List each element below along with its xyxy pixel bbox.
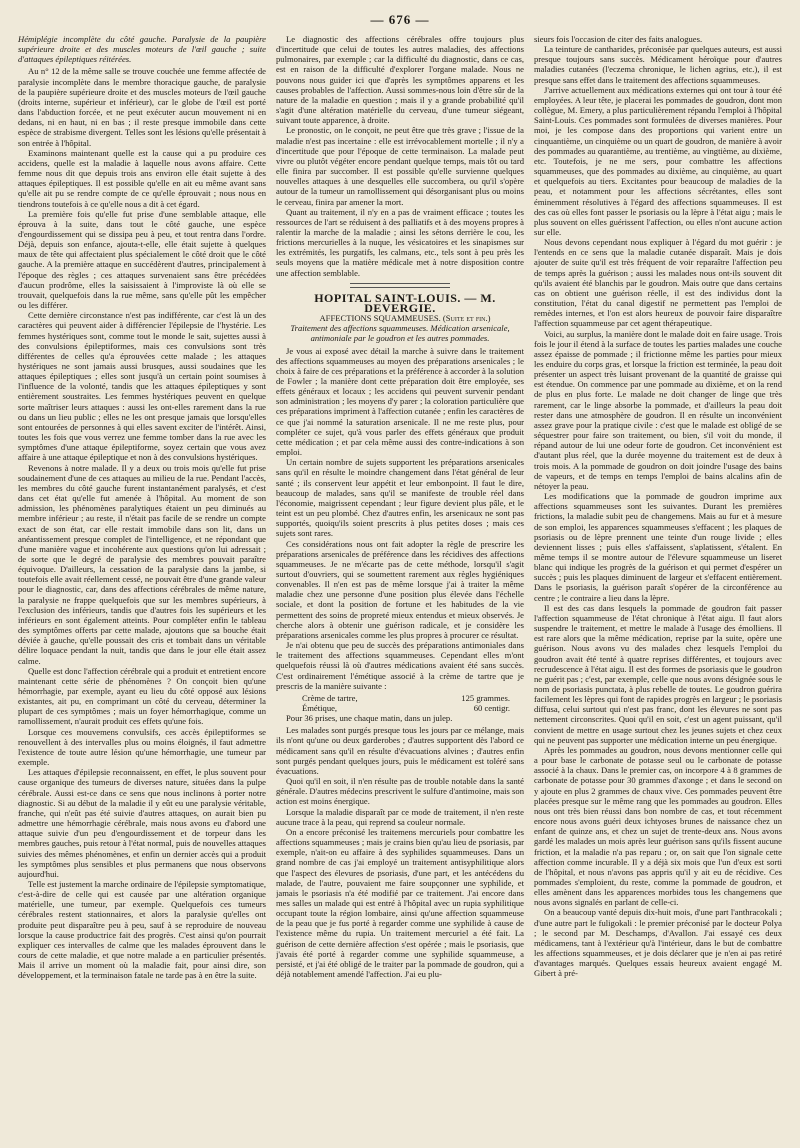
text-columns bbox=[18, 34, 782, 1146]
recipe-line bbox=[276, 693, 524, 703]
column-2-bottom bbox=[276, 725, 524, 979]
paragraph: Je vous ai exposé avec détail la marche à suivre dans le traitement des affections squammeuses au moyen des préparations arsenicales ; le choix à faire de ces préparations et la préférence à accorder à la solution de Fowler ; la manière dont cette préparation doit être employée, ses effets généraux et locaux ; les accidens qui peuvent survenir pendant son administration ; les moyens d'y parer ; la coloration particulière que ces préparations impriment à l'affection cutanée ; enfin les caractères de ce que j'ai nommé la saturation arsenicale. Il ne me reste plus, pour compléter ce sujet, qu'à vous parler des effets généraux que produit cette médication ; et par cela même aussi des contre-indications à son emploi. bbox=[276, 345, 524, 458]
column-1-body bbox=[18, 66, 266, 980]
paragraph: Il est des cas dans lesquels la pommade de goudron fait passer l'affection squammeuse de l'état chronique à l'état aigu. Il faut alors suspendre le traitement, et mettre le malade à l'usage des émolliens. Il est rare alors que la même médication, reprise par la suite, opère une guérison. Nous avons vu des malades chez lesquels l'emploi du goudron avait été tenté à quatre reprises différentes, et toujours avec recrudescence à l'état aigu. Il est des formes de psoriasis que le goudron ne guérit pas ; c'est, par exemple, celle que nous avons désignée sous le nom de psoriasis punctata, à plus rebelle de toutes. Le goudron guérira facilement les lèpres qui font de rapides progrès en largeur ; le psoriasis diffusa, celui surtout qui n'est pas franc, dont les élevures ne sont pas nettement circonscrites. Quoi qu'il en soit, c'est un agent puissant, qu'il convient de mettre en usage surtout chez les jeunes sujets et chez ceux qui ne peuvent pas supporter une médication interne un peu énergique. bbox=[534, 602, 782, 745]
paragraph: Les malades sont purgés presque tous les jours par ce mélange, mais ils n'ont qu'une ou deux garderobes ; d'autres supportent dès l'abord ce médicament sans qu'il en résulte d'évacuations alvines ; d'autres enfin sont purgés pendant quelques jours, puis le médicament est toléré sans évacuations. bbox=[276, 725, 524, 776]
paragraph: Au n° 12 de la même salle se trouve couchée une femme affectée de paralysie incomplète dans le membre thoracique gauche, de paralysie de la paupière supérieure droite et des muscles moteurs de l'œil gauche (droits interne, supérieur et inférieur), car le globe de l'œil est porté dans l'abduction forcée, et ne peut exécuter aucun mouvement ni en dedans, ni en haut, ni en bas ; il reste presque immobile dans cette espèce de strabisme divergent. Telles sont les lésions qu'elle présentait à son entrée à l'hôpital. bbox=[18, 66, 266, 148]
paragraph: Cette dernière circonstance n'est pas indifférente, car c'est là un des caractères qui peuvent aider à différencier l'épilepsie de l'hystérie. Les femmes hystériques sont, comme tout le monde le sait, sujettes aussi à des convulsions épileptiformes, mais ces convulsions sont très différentes de celles qu'a éprouvées cette malade ; les attaques hystériques ne sont jamais aussi brusques, aussi soudaines que les attaques épileptiques ; elles sont jusqu'à un certain point soumises à l'influence de la volonté, tandis que les attaques épileptiques y sont entièrement soustraites. Les femmes hystériques peuvent en quelque sorte maîtriser leurs attaques : aussi les ont-elles rarement dans la rue ou dans un lieu public ; elles ne les ont presque jamais que lorsqu'elles sont entourées de personnes à qui elles savent exciter de l'intérêt. Ainsi, toutes les fois que vous verrez une femme tomber dans la rue avec les symptômes d'une attaque épileptiforme, soyez certain que vous avez affaire à une attaque épileptique et non à des convulsions hystériques. bbox=[18, 310, 266, 463]
column-3-body bbox=[534, 34, 782, 979]
paragraph: Telle est justement la marche ordinaire de l'épilepsie symptomatique, c'est-à-dire de celle qui est causée par une altération organique matérielle, une tumeur, par exemple. Quelquefois ces tumeurs cérébrales restent stationnaires, et alors la paralysie qu'elles ont produite peut disparaître peu à peu, sauf à se reproduire de nouveau lorsque la cause productrice fait des progrès. C'est ainsi qu'on pourrait expliquer ces intervalles de calme que les malades éprouvent dans le cours de cette maladie, et que notre malade a en particulier présentés. Mais il arrive un moment où la maladie fait, pour ainsi dire, son développement, et la terminaison fatale ne tarde pas à en être la suite. bbox=[18, 878, 266, 981]
column-1 bbox=[18, 34, 266, 1146]
column-2-top bbox=[276, 34, 524, 278]
paragraph: Lorsque ces mouvemens convulsifs, ces accès épileptiformes se renouvellent à des intervalles plus ou moins éloignés, il faut admettre l'existence de toute autre lésion qu'une hémorrhagie, une tumeur par exemple. bbox=[18, 726, 266, 768]
paragraph: Quant au traitement, il n'y en a pas de vraiment efficace ; toutes les ressources de l'art se réduisent à des palliatifs et à des moyens propres à ralentir la marche de la maladie ; ainsi les sétons derrière le cou, les frictions mercurielles à la nuque, les vésicatoires et les sinapismes sur les extrémités, les purgatifs, les calmans, etc., tels sont à peu près les seuls moyens que la matière médicale met à notre disposition contre une affection semblable. bbox=[276, 206, 524, 278]
column-3 bbox=[534, 34, 782, 1146]
case-title: Hémiplégie incomplète du côté gauche. Paralysie de la paupière supérieure droite et des muscles moteurs de l'œil gauche ; suite d'attaques épileptiques réitérées. bbox=[18, 34, 266, 65]
paragraph: Ces considérations nous ont fait adopter la règle de prescrire les préparations arsenicales de préférence dans les récidives des affections squammeuses. Je ne m'écarte pas de cette méthode, lorsqu'il s'agit surtout d'ouvriers, qui se soumettent rarement aux règles hygiéniques convenables. Il n'en est pas de même lorsque j'ai à traiter la même maladie chez une personne d'une position plus élevée dans l'échelle sociale, et dont la position de fortune et les habitudes de la vie permettent des soins de propreté mieux entendus et mieux observés. Je cherche alors à obtenir une guérison radicale, et je considère les préparations arsenicales comme les plus propres à procurer ce résultat. bbox=[276, 538, 524, 640]
paragraph: Un certain nombre de sujets supportent les préparations arsenicales sans qu'il en résulte le moindre changement dans l'état général de leur santé ; ils conservent leur appétit et leur embonpoint. Il faut le dire, beaucoup de malades, sans qu'il se manifeste de trouble réel dans l'économie, maigrissent cependant ; leur figure devient plus pâle, et le teint est un peu plombé. Chez d'autres enfin, les arsenicaux ne sont pas supportés, quoiqu'ils soient prescrits à plus petites doses ; mais ces sujets sont rares. bbox=[276, 457, 524, 539]
column-2 bbox=[276, 34, 524, 1146]
page-number: — 676 — bbox=[370, 12, 430, 27]
paragraph: J'arrive actuellement aux médications externes qui ont tour à tour été employées. A leur tête, je placerai les pommades de goudron, dont mon collègue, M. Emery, a plus particulièrement répandu l'emploi à l'hôpital Saint-Louis. Ces pommades sont formulées de diverses manières. Pour moi, je les compose dans des proportions qui varient entre un cinquantième, un cinquième ou un quart de goudron, de manière à avoir des pommades au quarantième, au trentième, au vingtième, au dixième, etc. Toutefois, je ne me sers, pour combattre les affections squammeuses, que des pommades au dixième, au cinquième, au quart et quelquefois au tiers. Excitantes pour beaucoup de maladies de la peau, et notamment pour les affections sécrétantes, elles sont éminemment résolutives à l'égard des affections squammeuses. Il est des cas où elles font passer le psoriasis ou la lèpre à l'état aigu ; mais le plus souvent on elles guérissent l'affection, ou elles n'ont aucune action sur elle. bbox=[534, 84, 782, 237]
paragraph: Lorsque la maladie disparaît par ce mode de traitement, il n'en reste aucune trace à la peau, qui reprend sa couleur normale. bbox=[276, 806, 524, 827]
recipe-ingredient: Émétique, bbox=[302, 703, 338, 713]
recipe-line bbox=[276, 703, 524, 713]
paragraph: sieurs fois l'occasion de citer des faits analogues. bbox=[534, 34, 703, 44]
paragraph: La première fois qu'elle fut prise d'une semblable attaque, elle éprouva à la suite, dans tout le côté gauche, une espèce d'engourdissement qui se dissipa peu à peu, et tout rentra dans l'ordre. Déjà, depuis son enfance, ajouta-t-elle, elle était sujette à quelques maux de tête qui affectaient plus spécialement le côté droit que le côté gauche. A la première attaque en succédèrent d'autres, principalement à l'époque des règles ; ces attaques survenaient sans être précédées d'aucun prodrôme, elles la saisissaient à l'improviste là où elle se trouvait, quelquefois dans la rue même, sans qu'elle pût les empêcher ou les différer. bbox=[18, 208, 266, 311]
paragraph: On a encore préconisé les traitemens mercuriels pour combattre les affections squammeuses ; mais je crains bien qu'au lieu de psoriasis, par exemple, n'ait-on eu affaire à des syphilides squammeuses. Dans un grand nombre de cas j'ai employé un traitement antisyphilitique alors que l'aspect des élevures de psoriasis, d'une part, et les antécédens du malade, de l'autre, pouvaient me faire soupçonner une syphilide, et jamais le psoriasis n'a été modifié par ce traitement. J'ai encore dans mes salles un malade qui est entré à l'hôpital avec un rupia syphilitique occupant toute la région lombaire, ainsi qu'une affection squammeuse de la peau que je fus porté à regarder comme une syphilide à cause de l'existence même du rupia. Un traitement mercuriel a été fait. La guérison de cette dernière affection s'est opérée ; mais le psoriasis, que j'avais été porté à regarder comme une syphilide squammeuse, a persisté, et j'ai été obligé de le traiter par la pommade de goudron, qui a déjà notablement amendé l'affection. J'ai eu plu- bbox=[276, 826, 524, 980]
section-title: AFFECTIONS SQUAMMEUSES. (Suite et fin.) bbox=[319, 313, 491, 324]
column-2-middle bbox=[276, 346, 524, 691]
paragraph: Examinons maintenant quelle est la cause qui a pu produire ces accidens, quelle est la maladie à laquelle nous avons affaire. Cette femme nous dit que depuis trois ans environ elle était sujette à des attaques épileptiques. Il est possible qu'elle en ait eu même avant sans qu'elle ait pu se rendre compte de ce qu'elle éprouvait ; nous nous en tiendrons toutefois à ce qu'elle nous a dit à cet égard. bbox=[18, 147, 266, 209]
paragraph: Les attaques d'épilepsie reconnaissent, en effet, le plus souvent pour cause organique des tumeurs de diverses nature, situées dans la pulpe cérébrale. Aussi est-ce dans ce sens que nous inclinons à porter notre diagnostic. Si au début de la maladie il y eût eu une paralysie véritable, franche, qui n'eût pas été suivie d'autres attaques, on aurait bien pu admettre une hémorrhagie cérébrale, mais nous avons eu d'abord une attaque suivie d'un peu d'engourdissement et de torpeur dans les membres gauches, puis retour à l'état normal, puis de nouvelles attaques suivies des mêmes phénomènes, et enfin un dernier accès qui a produit les symptômes plus sensibles et plus permanens que nous observons aujourd'hui. bbox=[18, 767, 266, 879]
paragraph: Quoi qu'il en soit, il n'en résulte pas de trouble notable dans la santé générale. D'autres médecins prescrivent le sulfure d'antimoine, mais son action est moins énergique. bbox=[276, 776, 524, 807]
recipe-dose: 60 centigr. bbox=[473, 703, 510, 713]
paragraph: On a beaucoup vanté depuis dix-huit mois, d'une part l'anthracokali ; d'une autre part le fuligokali : le premier préconisé par le docteur Polya ; le second par M. Deschamps, d'Avallon. J'ai essayé ces deux médicamens, tant à l'extérieur qu'à l'intérieur, dans le but de combattre les affections squammeuses, et je dois déclarer que je n'en ai pas retiré d'avantages marqués. Quelques essais heureux avaient engagé M. Gibert à pré- bbox=[534, 907, 782, 979]
paragraph: La teinture de cantharides, préconisée par quelques auteurs, est aussi presque toujours sans succès. Médicament héroïque pour d'autres maladies cutanées (l'eczema chronique, le lichen agrius, etc.), il est presque sans effet dans le traitement des affections squammeuses. bbox=[534, 44, 782, 85]
paragraph: Le pronostic, on le conçoit, ne peut être que très grave ; l'issue de la maladie n'est pas incertaine : elle est irrévocablement mortelle ; il n'y a d'incertitude que pour l'époque de cette terminaison. La malade peut vivre ou plutôt végéter encore pendant quelque temps, mais tôt ou tard elle finira par succomber. Il est possible qu'elle survienne quelques nouvelles attaques à une desquelles elle succombera, ou qu'il s'opère autour de la tumeur un ramollissement qui désorganisant plus ou moins le cerveau, finira par amener la mort. bbox=[276, 125, 524, 207]
paragraph: Revenons à notre malade. Il y a deux ou trois mois qu'elle fut prise soudainement d'une de ces attaques au milieu de la rue. Pendant l'accès, les membres du côté gauche furent instantanément paralysés, et c'est dans cet état qu'elle fut amenée à l'hôpital. Au moment de son admission, les phénomènes paralytiques étaient un peu diminués au membre inférieur ; au reste, il n'était pas facile de se rendre un compte exact de son état, car elle restait immobile dans son lit, dans un anéantissement presque complet de l'intelligence, et ne répondant que d'une manière vague et incohérente aux questions qu'on lui adressait ; de sorte que le degré de paralysie des membres pouvait paraître équivoque. D'ailleurs, la cessation de la paralysie dans la jambe, si toutefois elle avait réellement cessé, ne pouvait être d'une grande valeur pour le diagnostic, car, dans des affections cérébrales de même nature, la paralysie ne frappe quelquefois que sur les membres supérieurs, à l'exclusion des inférieurs, tandis que d'autres fois les supérieurs et les inférieurs en sont également atteints. Pour compléter enfin le tableau des symptômes offerts par cette malade, ajoutons que sa bouche était déviée à gauche, qu'elle poussait des cris et tombait dans un véritable délire loquace pendant la nuit, tandis que dans le jour elle était assez calme. bbox=[18, 462, 266, 666]
hospital-title: HOPITAL SAINT-LOUIS. — M. DEVERGIE. bbox=[314, 290, 496, 315]
recipe-dose: 125 grammes. bbox=[461, 692, 510, 703]
paragraph: Le diagnostic des affections cérébrales offre toujours plus d'incertitude que celui de toutes les autres maladies, des affections pulmonaires, par exemple ; car la difficulté du diagnostic, dans ce cas, est en raison de la difficulté d'explorer l'organe malade. Nous ne pouvons nous guider ici que d'après les symptômes apparens et les causes probables de l'affection. Aussi sommes-nous loin d'être sûr de la nature de la maladie en question ; mais il y a grande probabilité qu'il s'agit d'une altération matérielle du cerveau, d'une tumeur siégeant, suivant toute apparence, à droite. bbox=[276, 34, 524, 126]
paragraph: Voici, au surplus, la manière dont le malade doit en faire usage. Trois fois le jour il étend à la surface de toutes les parties malades une couche assez épaisse de pommade ; il frictionne même les parties pour mieux les enduire du corps gras, et lorsque la friction est terminée, la peau doit présenter un aspect très luisant provenant de la quantité de graisse qui est étendue. On commence par une pommade au dixième, et on la rend de plus en plus forte. Le malade ne doit changer de linge que très rarement, car le linge absorbe la pommade, et d'ailleurs la peau doit rester dans une atmosphère de goudron. Il en résulte un inconvénient assez grave pour la pratique civile : c'est que le malade est obligé de se séquestrer pour faire son traitement, ou bien, s'il voit du monde, il répand autour de lui une odeur forte de goudron. Cet inconvénient est d'autant plus réel, que la durée moyenne du traitement est de deux à trois mois. A la pommade de goudron on doit joindre l'usage des bains de vapeurs, et de temps en temps l'emploi de bains alcalins afin de nétoyer la peau. bbox=[534, 328, 782, 491]
paragraph: Je n'ai obtenu que peu de succès des préparations antimoniales dans le traitement des affections squammeuses. Cependant elles m'ont quelquefois réussi là où d'autres médications avaient été sans succès. C'est ordinairement l'émétique associé à la crème de tartre que je prescris de la manière suivante : bbox=[276, 640, 524, 691]
recipe bbox=[276, 693, 524, 723]
paragraph: Après les pommades au goudron, nous devons mentionner celle qui a pour base le carbonate de potasse seul ou le carbonate de potasse associé à la chaux. Dans le premier cas, on incorpore 4 à 8 grammes de carbonate de potasse pour 30 grammes d'axonge ; et dans le second on y ajoute en plus 2 grammes de chaux vive. Ces pommades peuvent être placées presque sur le même rang que les pommades au goudron. Elles nous ont très bien réussi dans bon nombre de cas, et tout récemment encore nous avons guéri deux ichtyoses brunes de naissance chez un enfant de quinze ans, et chez un sujet de trente-deux ans. Nous avons gardé les malades un mois après leur guérison sans qu'ils fissent aucune friction, et la maladie n'a pas reparu ; or, on sait que l'on signale cette affection comme incurable. Il y a déjà six mois que l'un d'eux est sorti de l'hôpital, et nous n'avons pas appris qu'il y ait eu de récidive. Ces pommades s'emploient, du reste, comme la pommade de goudron, et elles amènent dans les apparences morbides tous les changemens que nous avons signalés en parlant de celle-ci. bbox=[534, 744, 782, 908]
section-divider bbox=[350, 283, 449, 288]
section-subtitle: Traitement des affections squammeuses. Médication arsenicale, antimoniale par le goudron et les autres pommades. bbox=[290, 323, 510, 344]
paragraph: Les modifications que la pommade de goudron imprime aux affections squammeuses sont les suivantes. Durant les premières frictions, la maladie subit peu de changemens. Mais au fur et à mesure de son emploi, les apparences squammeuses s'effacent ; les plaques de psoriasis ou de lèpre prennent une teinte d'un rouge livide ; elles deviennent lisses ; puis elles s'affaissent, s'aplatissent, s'étalent. En même temps il se montre autour de l'élevure squammeuse un liseret blanc qui indique les progrès de la guérison et qui permet d'espérer un succès ; puis les plaques diminuent de largeur et s'effacent entièrement. Dans le psoriasis, la guérison paraît s'opérer de la circonférence au centre ; le contraire a lieu dans la lèpre. bbox=[534, 491, 782, 603]
recipe-note: Pour 36 prises, une chaque matin, dans un julep. bbox=[286, 713, 453, 724]
paragraph: Quelle est donc l'affection cérébrale qui a produit et entretient encore maintenant cette série de phénomènes ? On conçoit bien qu'une hémorrhagie, par exemple, ayant eu lieu du côté opposé aux lésions existantes, ait pu, en comprimant un côté du cerveau, déterminer la plupart de ces symptômes ; mais un foyer hémorrhagique, comme un ramollissement, n'aurait produit ces effets qu'une fois. bbox=[18, 665, 266, 727]
recipe-ingredient: Crème de tartre, bbox=[302, 692, 358, 703]
paragraph: Nous devons cependant nous expliquer à l'égard du mot guérir : je l'entends en ce sens que la maladie cutanée disparaît. Mais je dois ajouter de suite qu'il est très fréquent de voir reparaître l'affection peu de temps après la guérison ; aussi les malades nous ont-ils souvent dit qu'ils avaient été blanchis par le goudron. Mais outre que dans certains cas on obtient une guérison réelle, il est des individus dont la constitution, l'état du canal digestif ne permettent pas l'emploi de remèdes internes, et l'on est alors heureux de pouvoir faire disparaître l'affection squammeuse par cet agent thérapeutique. bbox=[534, 237, 782, 329]
